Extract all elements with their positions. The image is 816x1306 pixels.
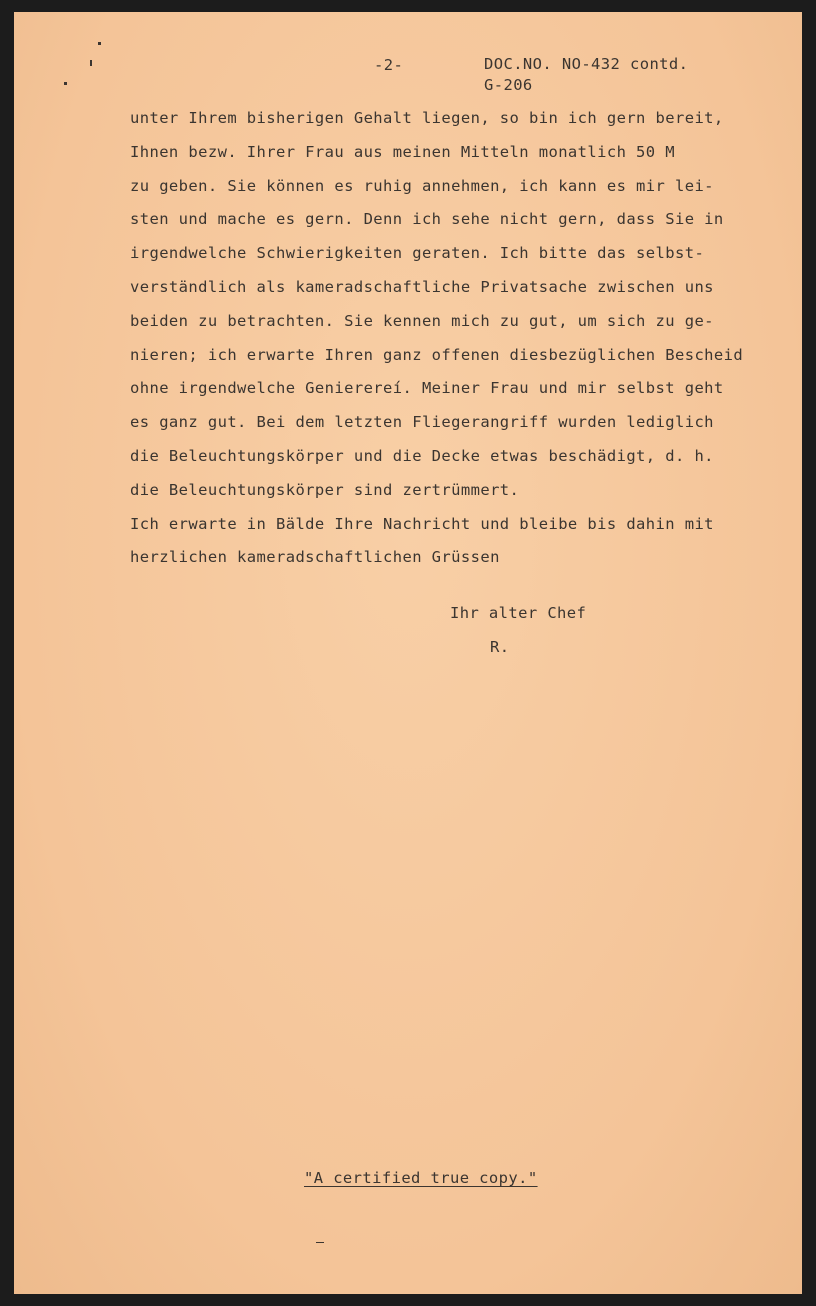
body-line: ohne irgendwelche Genierereí. Meiner Frau und mir selbst geht xyxy=(130,379,724,398)
closing-salutation: Ihr alter Chef xyxy=(450,604,587,622)
document-page xyxy=(14,12,802,1294)
stray-mark xyxy=(64,82,67,85)
certification-note: "A certified true copy." xyxy=(304,1169,538,1187)
letter-body xyxy=(130,102,770,575)
stray-mark xyxy=(316,1242,324,1243)
body-line: verständlich als kameradschaftliche Privatsache zwischen uns xyxy=(130,277,714,296)
stray-mark xyxy=(90,60,92,66)
document-reference xyxy=(484,54,688,96)
body-line: nieren; ich erwarte Ihren ganz offenen diesbezüglichen Bescheid xyxy=(130,345,744,364)
body-line: es ganz gut. Bei dem letzten Fliegerangriff wurden lediglich xyxy=(130,413,714,432)
body-line: Ich erwarte in Bälde Ihre Nachricht und bleibe bis dahin mit xyxy=(130,514,714,533)
body-line: Ihnen bezw. Ihrer Frau aus meinen Mitteln monatlich 50 M xyxy=(130,142,675,161)
body-line: herzlichen kameradschaftlichen Grüssen xyxy=(130,548,500,567)
body-line: sten und mache es gern. Denn ich sehe nicht gern, dass Sie in xyxy=(130,210,724,229)
signature-initial: R. xyxy=(490,638,510,656)
body-line: zu geben. Sie können es ruhig annehmen, ich kann es mir lei- xyxy=(130,176,714,195)
body-line: beiden zu betrachten. Sie kennen mich zu gut, um sich zu ge- xyxy=(130,311,714,330)
doc-reference-code: G-206 xyxy=(484,76,533,94)
doc-number: DOC.NO. NO-432 contd. xyxy=(484,55,689,73)
body-line: unter Ihrem bisherigen Gehalt liegen, so bin ich gern bereit, xyxy=(130,109,724,127)
body-line: die Beleuchtungskörper sind zertrümmert. xyxy=(130,480,520,499)
body-line: die Beleuchtungskörper und die Decke etwas beschädigt, d. h. xyxy=(130,446,714,465)
letter-closing xyxy=(450,596,586,664)
body-line: irgendwelche Schwierigkeiten geraten. Ich bitte das selbst- xyxy=(130,244,705,263)
stray-mark xyxy=(98,42,101,45)
page-number: -2- xyxy=(374,56,404,74)
